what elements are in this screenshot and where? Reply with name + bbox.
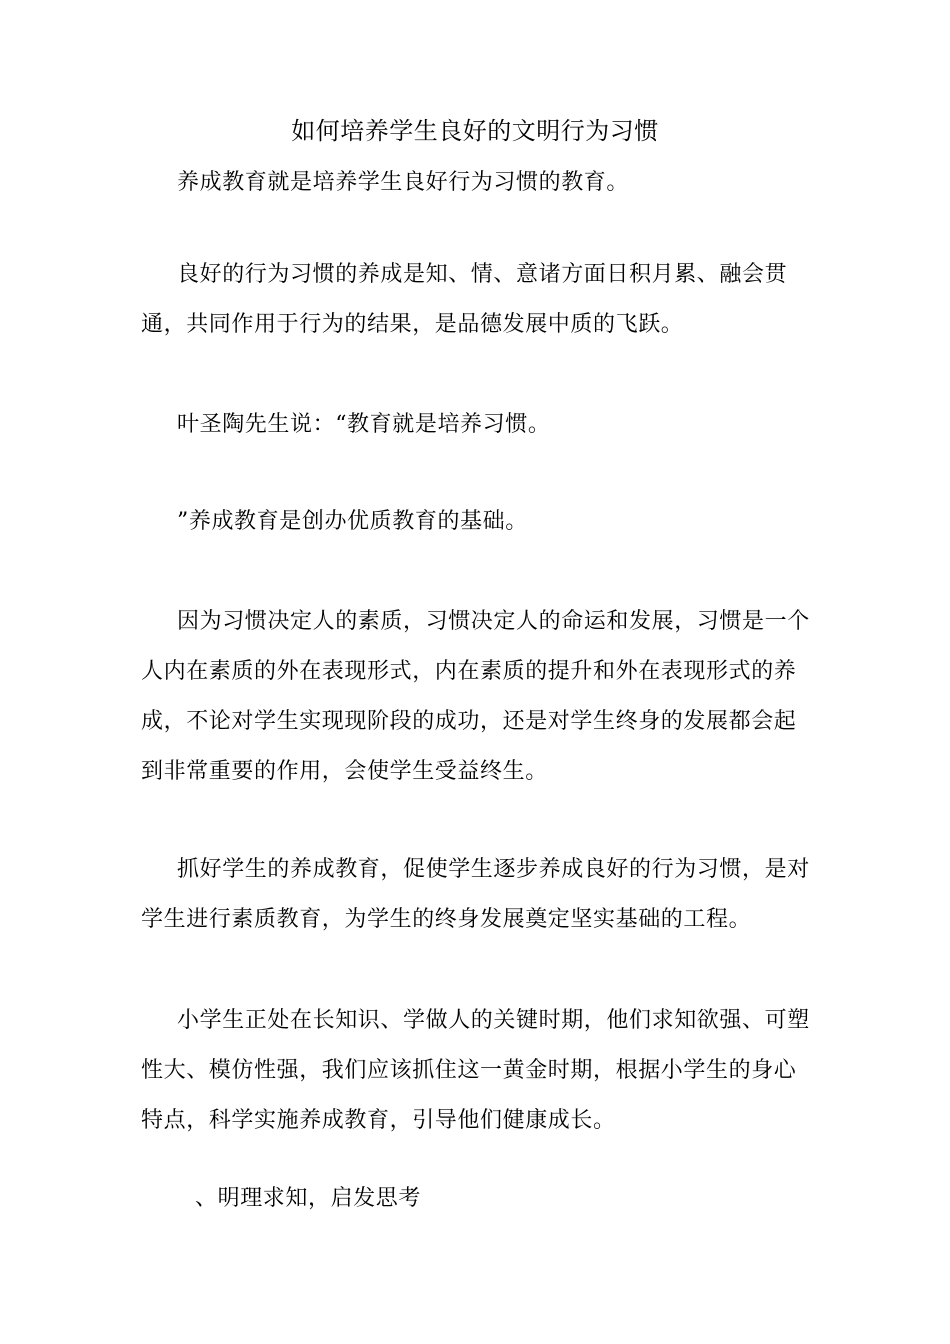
- paragraph-6: 抓好学生的养成教育，促使学生逐步养成良好的行为习惯，是对学生进行素质教育，为学生的终身发展奠定坚实基础的工程。: [141, 857, 810, 932]
- paragraph-2: 良好的行为习惯的养成是知、情、意诸方面日积月累、融会贯通，共同作用于行为的结果，是品德发展中质的飞跃。: [141, 262, 788, 337]
- section-heading: 、明理求知，启发思考: [195, 1186, 422, 1211]
- paragraph-5: 因为习惯决定人的素质，习惯决定人的命运和发展，习惯是一个人内在素质的外在表现形式，内在素质的提升和外在表现形式的养成，不论对学生实现现阶段的成功，还是对学生终身的发展都会起到非常重要的作用，会使学生受益终生。: [141, 609, 810, 784]
- document-title: 如何培养学生良好的文明行为习惯: [291, 117, 659, 145]
- paragraph-1: 养成教育就是培养学生良好行为习惯的教育。: [177, 170, 630, 195]
- paragraph-4: ”养成教育是创办优质教育的基础。: [177, 509, 528, 534]
- paragraph-3: 叶圣陶先生说：“教育就是培养习惯。: [177, 412, 551, 437]
- paragraph-7: 小学生正处在长知识、学做人的关键时期，他们求知欲强、可塑性大、模仿性强，我们应该抓住这一黄金时期，根据小学生的身心特点，科学实施养成教育，引导他们健康成长。: [141, 1008, 810, 1133]
